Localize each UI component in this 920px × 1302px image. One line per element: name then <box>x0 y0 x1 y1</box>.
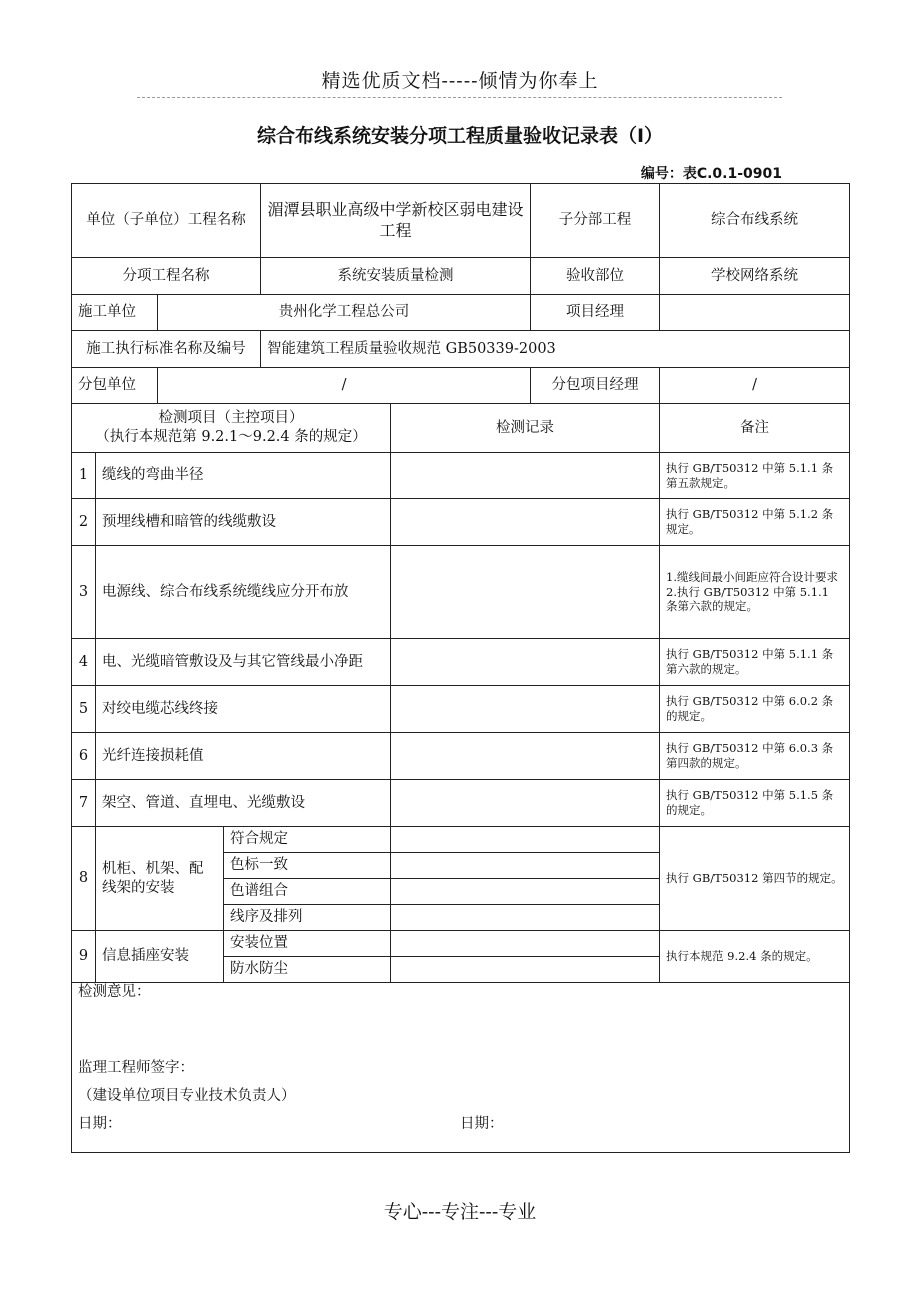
table-row <box>72 546 850 639</box>
row-note <box>660 546 850 639</box>
builder-row <box>72 295 850 331</box>
table-row <box>72 780 850 827</box>
opinion-gap <box>78 1079 843 1087</box>
item-value: 系统安装质量检测 <box>261 258 531 295</box>
row-item: 光纤连接损耗值 <box>96 733 391 780</box>
row-number: 2 <box>72 499 96 546</box>
row-number: 4 <box>72 639 96 686</box>
row-item: 缆线的弯曲半径 <box>96 453 391 499</box>
row-record <box>391 686 660 733</box>
row-sub-item: 防水防尘 <box>224 957 391 983</box>
item-label: 分项工程名称 <box>72 258 261 295</box>
row-number: 8 <box>72 827 96 931</box>
row-record <box>391 546 660 639</box>
date-label-right: 日期： <box>460 1116 504 1132</box>
row-number: 6 <box>72 733 96 780</box>
table-row <box>72 827 850 853</box>
row-record <box>391 639 660 686</box>
sub-pm-label: 分包项目经理 <box>531 368 660 404</box>
row-record <box>391 957 660 983</box>
row-number: 7 <box>72 780 96 827</box>
table-row <box>72 639 850 686</box>
record-column-header: 检测记录 <box>391 404 660 453</box>
item-column-header <box>72 404 391 453</box>
pm-label: 项目经理 <box>531 295 660 331</box>
inspection-record-table <box>71 183 850 1153</box>
row-record <box>391 879 660 905</box>
row-number: 1 <box>72 453 96 499</box>
row-note: 执行 GB/T50312 第四节的规定。 <box>660 827 850 931</box>
date-line <box>78 1115 843 1135</box>
sub-pm-value: / <box>660 368 850 404</box>
engineer-signature-label: 监理工程师签字： <box>78 1060 194 1076</box>
table-row <box>72 733 850 780</box>
item-column-line1: 检测项目（主控项目） <box>158 410 304 427</box>
table-row <box>72 499 850 546</box>
subdept-value: 综合布线系统 <box>660 184 850 258</box>
row-sub-item: 安装位置 <box>224 931 391 957</box>
row-note: 执行 GB/T50312 中第 6.0.3 条第四款的规定。 <box>660 733 850 780</box>
opinion-space <box>78 1003 843 1059</box>
form-title: 综合布线系统安装分项工程质量验收记录表（Ⅰ） <box>256 125 664 147</box>
table-row <box>72 453 850 499</box>
subdept-label: 子分部工程 <box>531 184 660 258</box>
page-header: 精选优质文档-----倾情为你奉上 <box>321 70 599 92</box>
row-number: 3 <box>72 546 96 639</box>
row-item: 电、光缆暗管敷设及与其它管线最小净距 <box>96 639 391 686</box>
row-sub-item: 符合规定 <box>224 827 391 853</box>
standard-label: 施工执行标准名称及编号 <box>72 331 261 368</box>
builder-label: 施工单位 <box>72 295 158 331</box>
column-header-row <box>72 404 850 453</box>
row-note: 执行本规范 9.2.4 条的规定。 <box>660 931 850 983</box>
row-sub-item: 线序及排列 <box>224 905 391 931</box>
unit-row <box>72 184 850 258</box>
row-record <box>391 905 660 931</box>
row-record <box>391 733 660 780</box>
opinion-label: 检测意见： <box>78 984 151 1000</box>
row-note: 执行 GB/T50312 中第 5.1.1 条第六款的规定。 <box>660 639 850 686</box>
unit-label: 单位（子单位）工程名称 <box>72 184 261 258</box>
note-column-header: 备注 <box>660 404 850 453</box>
owner-label: （建设单位项目专业技术负责人） <box>78 1088 296 1104</box>
row-record <box>391 853 660 879</box>
row-item: 对绞电缆芯线终接 <box>96 686 391 733</box>
row-record <box>391 931 660 957</box>
subcontract-label: 分包单位 <box>72 368 158 404</box>
opinion-gap <box>78 1107 843 1115</box>
row-number: 9 <box>72 931 96 983</box>
opinion-cell <box>72 983 850 1153</box>
standard-value: 智能建筑工程质量验收规范 GB50339-2003 <box>261 331 850 368</box>
row-item: 机柜、机架、配线架的安装 <box>96 827 224 931</box>
table-row <box>72 686 850 733</box>
pm-value <box>660 295 850 331</box>
builder-value: 贵州化学工程总公司 <box>158 295 531 331</box>
row-note-line1: 1.缆线间最小间距应符合设计要求 <box>666 569 838 584</box>
opinion-row <box>72 983 850 1153</box>
standard-row <box>72 331 850 368</box>
accept-label: 验收部位 <box>531 258 660 295</box>
row-note: 执行 GB/T50312 中第 5.1.2 条规定。 <box>660 499 850 546</box>
row-item: 电源线、综合布线系统缆线应分开布放 <box>96 546 391 639</box>
header-divider <box>137 97 782 98</box>
row-note: 执行 GB/T50312 中第 5.1.5 条的规定。 <box>660 780 850 827</box>
form-code: 编号：表C.0.1-0901 <box>640 166 782 182</box>
row-record <box>391 453 660 499</box>
row-sub-item: 色谱组合 <box>224 879 391 905</box>
unit-value: 湄潭县职业高级中学新校区弱电建设工程 <box>261 184 531 258</box>
table-row <box>72 931 850 957</box>
row-record <box>391 827 660 853</box>
row-item: 架空、管道、直埋电、光缆敷设 <box>96 780 391 827</box>
row-number: 5 <box>72 686 96 733</box>
row-item: 信息插座安装 <box>96 931 224 983</box>
row-note-line2: 2.执行 GB/T50312 中第 5.1.1 条第六款的规定。 <box>666 584 829 614</box>
row-note: 执行 GB/T50312 中第 6.0.2 条的规定。 <box>660 686 850 733</box>
subcontract-value: / <box>158 368 531 404</box>
accept-value: 学校网络系统 <box>660 258 850 295</box>
date-label-left: 日期： <box>78 1116 122 1132</box>
page-footer: 专心---专注---专业 <box>383 1201 537 1223</box>
row-record <box>391 499 660 546</box>
subcontract-row <box>72 368 850 404</box>
row-item: 预埋线槽和暗管的线缆敷设 <box>96 499 391 546</box>
row-note: 执行 GB/T50312 中第 5.1.1 条第五款规定。 <box>660 453 850 499</box>
row-record <box>391 780 660 827</box>
row-sub-item: 色标一致 <box>224 853 391 879</box>
item-column-line2: （执行本规范第 9.2.1～9.2.4 条的规定） <box>95 429 367 445</box>
item-row <box>72 258 850 295</box>
